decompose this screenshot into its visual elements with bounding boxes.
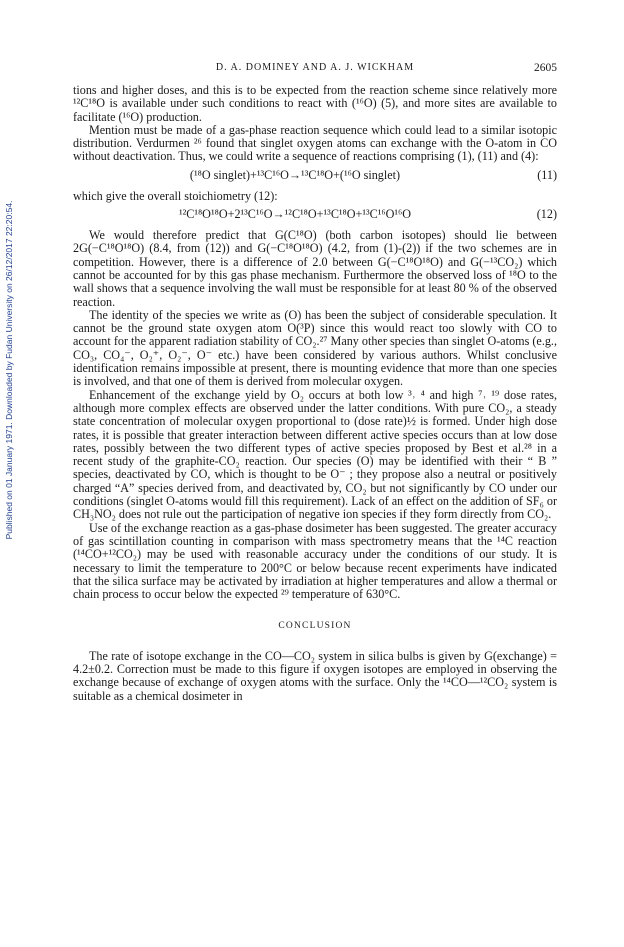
equation-11-expression: (¹⁸O singlet)+¹³C¹⁶O→¹³C¹⁸O+(¹⁶O singlet) xyxy=(189,167,401,182)
equation-11 xyxy=(73,169,557,184)
paragraph-species-identity: The identity of the species we write as (O) has been the subject of considerable speculation. It cannot be the ground state oxygen atom O(³P) since this would react too slowly with CO to account for the apparent radiation stability of CO₂.²⁷ Many other species than singlet O-atoms (e.g., CO₃, CO₄⁻, O₂⁺, O₂⁻, O⁻ etc.) have been considered by various authors. Whilst conclusive identification remains impossible at present, there is mounting evidence that more than one species is involved, and that one of them is derived from molecular oxygen. xyxy=(73,307,557,389)
equation-12-number: (12) xyxy=(536,207,557,222)
running-header-authors: D. A. DOMINEY AND A. J. WICKHAM xyxy=(215,62,415,73)
paragraph-prediction: We would therefore predict that G(C¹⁸O) (both carbon isotopes) should lie between 2G(−C¹⁸O¹⁸O) (8.4, from (12)) and G(−C¹⁸O¹⁸O) (4.2, from (1)-(2)) if the two schemes are in competition. However, there is a difference of 2.0 between G(−C¹⁸O¹⁸O) and G(−¹³CO₂) which cannot be accounted for by this gas phase mechanism. Furthermore the observed loss of ¹⁸O to the wall shows that a sequence involving the wall must be responsible for at least 80 % of the observed reaction. xyxy=(73,228,557,309)
equation-11-number: (11) xyxy=(537,167,557,182)
paragraph-conclusion: The rate of isotope exchange in the CO—CO₂ system in silica bulbs is given by G(exchange) = 4.2±0.2. Correction must be made to this figure if oxygen isotopes are employed in observing the exchange because of exchange of oxygen atoms with the surface. Only the ¹⁴CO—¹²CO₂ system is suitable as a chemical dosimeter in xyxy=(73,648,557,703)
paragraph-enhancement: Enhancement of the exchange yield by O₂ occurs at both low ³˒ ⁴ and high ⁷˒ ¹⁹ dose rates, although more complex effects are observed under the latter conditions. With pure CO₂, a steady state concentration of molecular oxygen proportional to (dose rate)½ is formed. Under high dose rates, it is possible that greater interaction between different active species occurs than at low dose rates, possibly between the two different types of active species proposed by Best et al.²⁸ in a recent study of the graphite-CO₂ reaction. Our species (O) may be identified with their “ B ” species, deactivated by CO, which is thought to be O⁻ ; they propose also a neutral or positively charged “A” species derived from, and deactivated by, CO₂ but not significantly by CO under our conditions (singlet O-atoms would fill this requirement). Lack of an effect on the addition of SF₆ or CH₃NO₂ does not rule out the participation of negative ion species if they form directly from CO₂. xyxy=(73,387,557,522)
paragraph-gas-phase: Mention must be made of a gas-phase reaction sequence which could lead to a similar isotopic distribution. Verdurmen ²⁶ found that singlet oxygen atoms can exchange with the O-atom in CO without deactivation. Thus, we could write a sequence of reactions comprising (1), (11) and (4): xyxy=(73,122,557,164)
section-title: CONCLUSION xyxy=(278,621,352,632)
download-watermark xyxy=(3,150,15,590)
equation-12-expression: ¹²C¹⁸O¹⁸O+2¹³C¹⁶O→¹²C¹⁸O+¹³C¹⁸O+¹³C¹⁶O¹⁶O xyxy=(178,207,412,222)
equation-12 xyxy=(73,208,557,223)
page-number: 2605 xyxy=(534,62,557,74)
download-watermark-text: Published on 01 January 1971. Downloaded by Fudan University on 26/12/2017 22:20:54. xyxy=(4,200,14,540)
paragraph-continuation: tions and higher doses, and this is to be expected from the reaction scheme since relatively more ¹²C¹⁸O is available under such conditions to react with (¹⁶O) (5), and more sites are available to facilitate (¹⁶O) production. xyxy=(73,83,557,124)
article-body xyxy=(73,84,557,703)
paragraph-dosimeter: Use of the exchange reaction as a gas-phase dosimeter has been suggested. The greater accuracy of gas scintillation counting in comparison with mass spectrometry means that the ¹⁴C reaction (¹⁴CO+¹²CO₂) may be used with reasonable accuracy under the conditions of our study. It is necessary to limit the temperature to 200°C or below because recent experiments have indicated that the silica surface may be activated by irradiation at higher temperatures and allow a thermal or chain process to occur below the expected ²⁹ temperature of 630°C. xyxy=(73,520,557,602)
running-header xyxy=(73,62,557,76)
paragraph-stoichiometry: which give the overall stoichiometry (12): xyxy=(73,188,278,203)
